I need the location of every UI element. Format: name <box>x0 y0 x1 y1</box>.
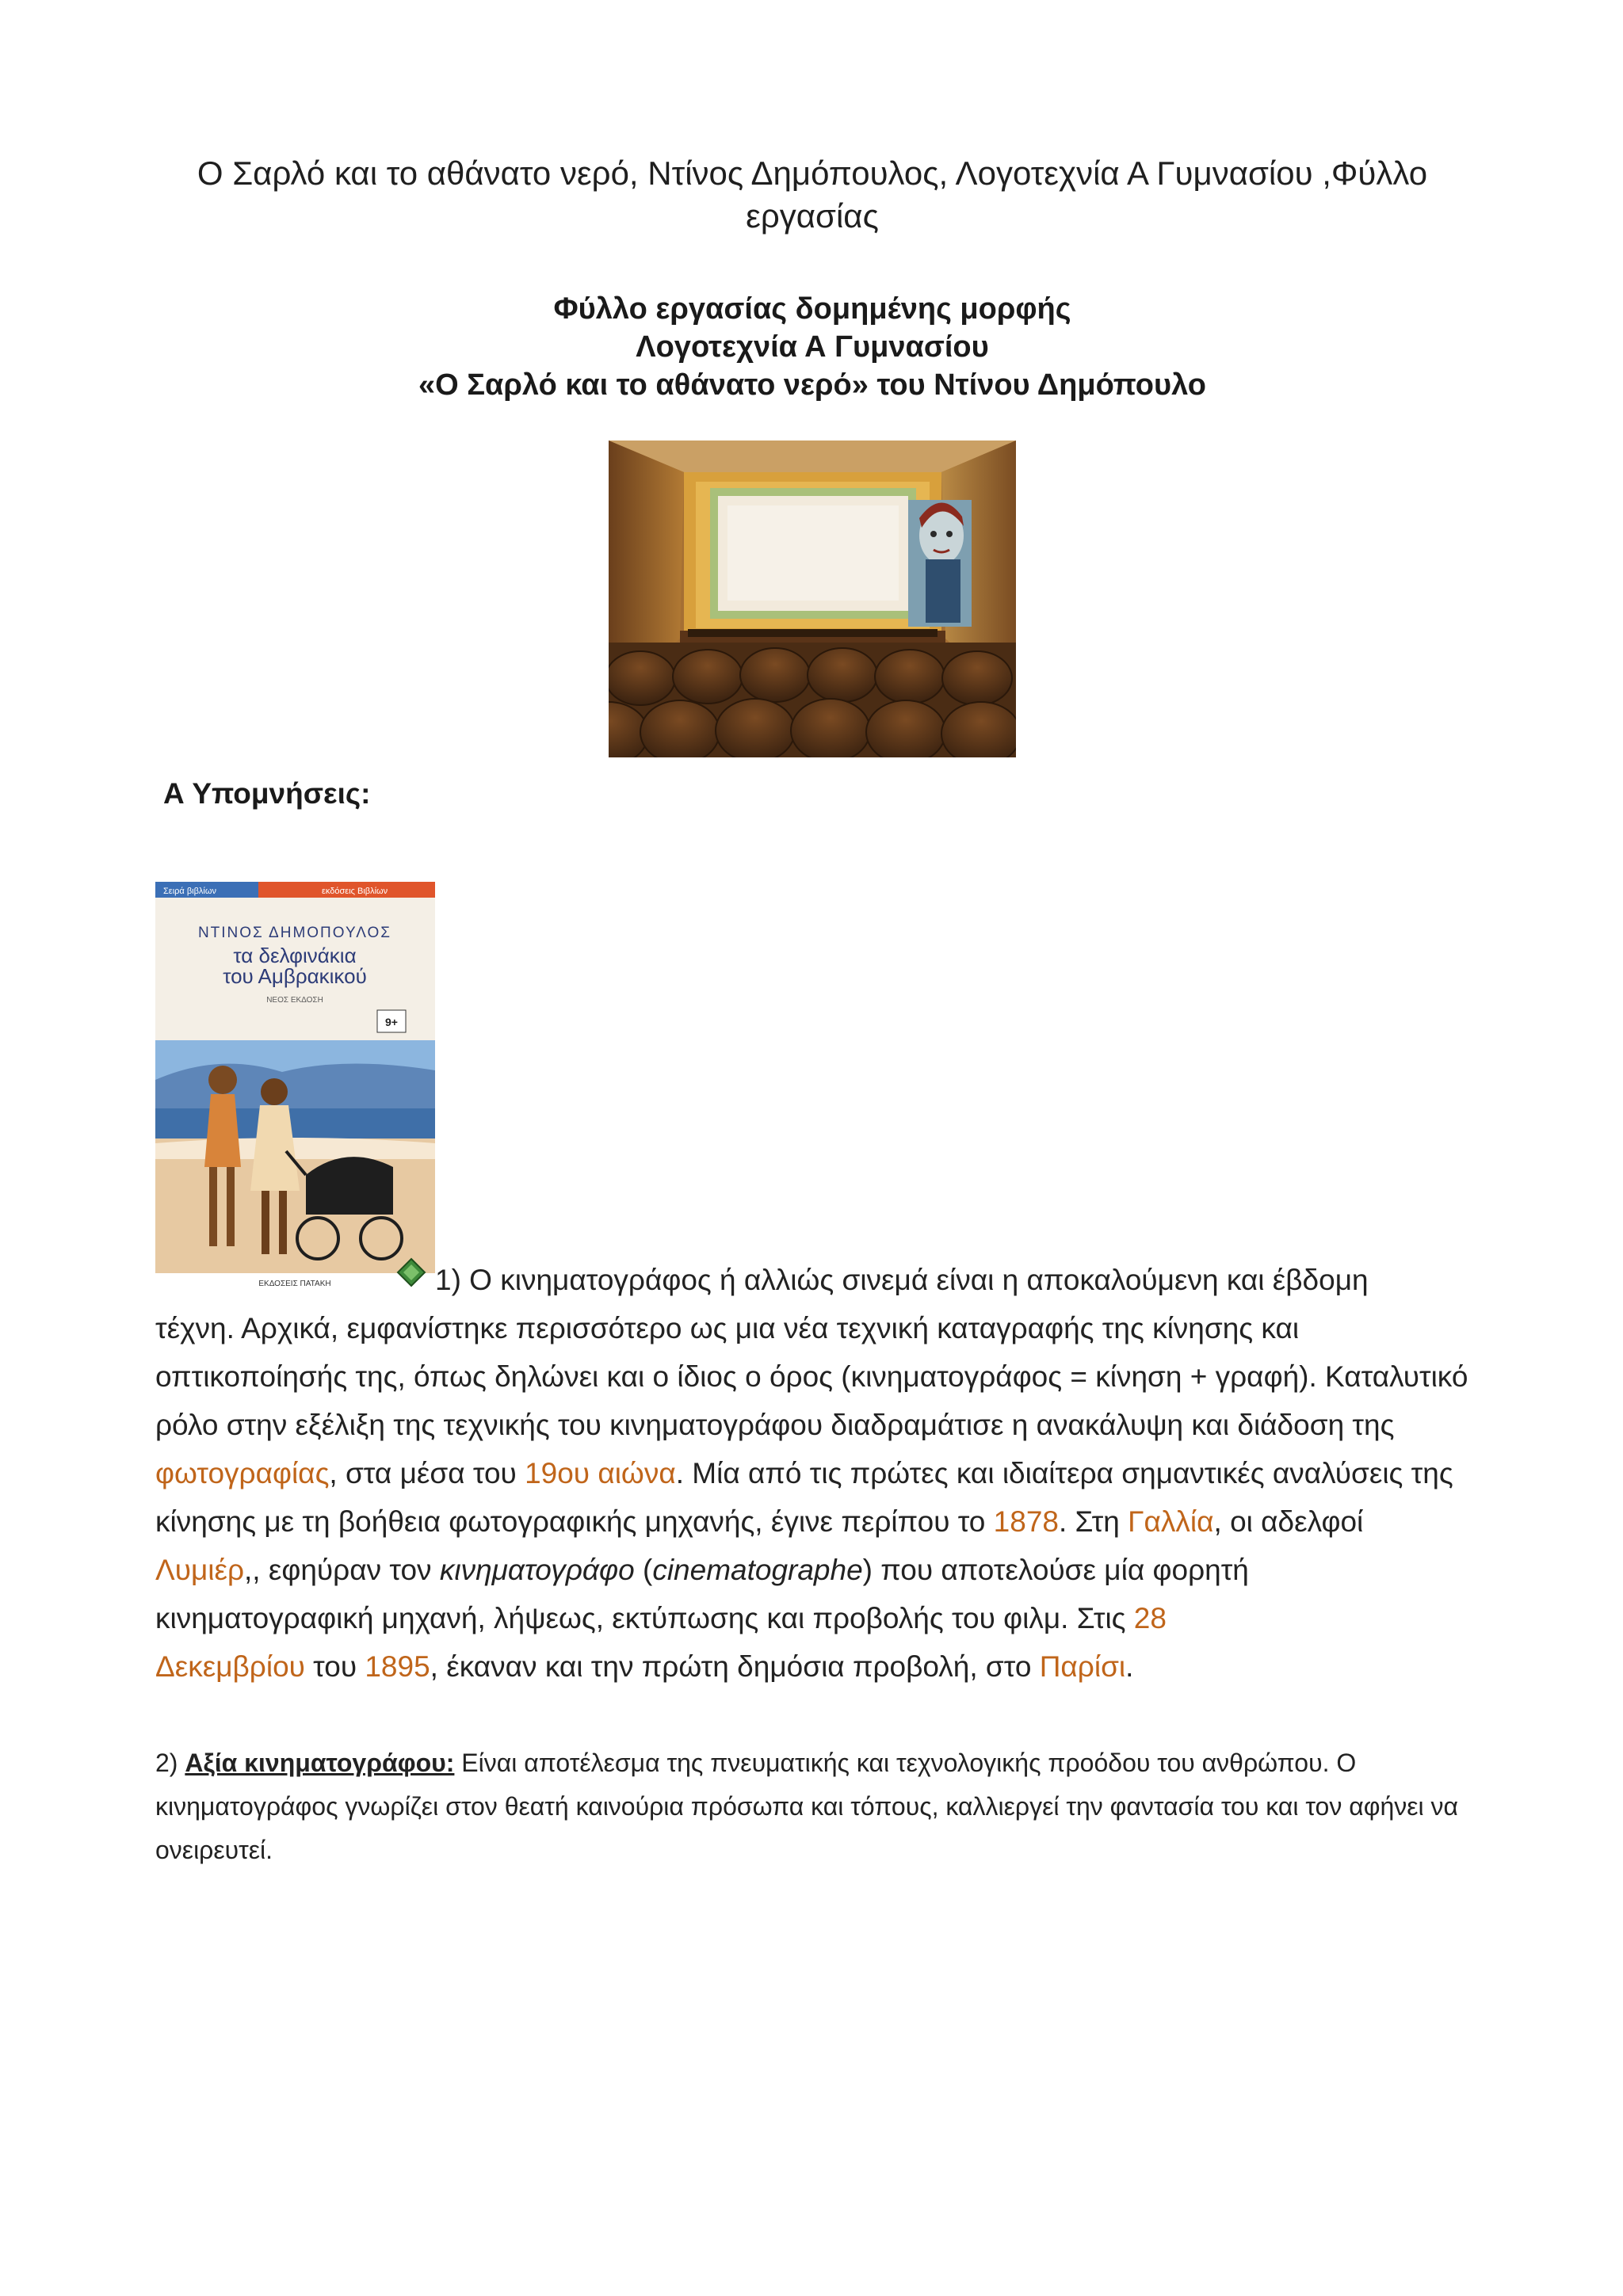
link-1878[interactable]: 1878 <box>993 1505 1059 1538</box>
section-heading-reminders: Α Υπομνήσεις: <box>163 777 371 810</box>
worksheet-heading-line-1: Φύλλο εργασίας δομημένης μορφής <box>553 292 1071 326</box>
paragraph-1-text-6: ,, εφηύραν τον <box>244 1554 440 1586</box>
worksheet-heading-line-2: Λογοτεχνία Α Γυμνασίου <box>636 330 989 364</box>
book-author: ΝΤΙΝΟΣ ΔΗΜΟΠΟΥΛΟΣ <box>197 925 392 941</box>
paragraph-cinema-history <box>155 1256 1471 1691</box>
paragraph-1-text-8: ) που αποτελούσε μία φορητή κινηματογραφική μηχανή, λήψεως, εκτύπωσης και προβολής του φιλμ. Στις <box>155 1554 1249 1634</box>
worksheet-heading-line-3: «Ο Σαρλό και το αθάνατο νερό» του Ντίνου Δημόπουλο <box>418 368 1206 402</box>
book-title-line-1: τα δελφινάκια <box>233 944 357 967</box>
book-age-badge: 9+ <box>385 1016 398 1028</box>
paragraph-1-text-11: . <box>1125 1650 1134 1683</box>
book-edition: ΝΕΟΣ ΕΚΔΟΣΗ <box>266 996 323 1005</box>
paragraph-1-italic-2: cinematographe <box>652 1554 863 1586</box>
cinema-painting-image <box>609 441 1016 757</box>
paragraph-1-text-9: του <box>304 1650 365 1683</box>
paragraph-1-text-3: . Μία από τις πρώτες και ιδιαίτερα σημαντικές αναλύσεις της κίνησης με τη βοήθεια φωτογραφικής μηχανής, έγινε περίπου το <box>155 1457 1453 1538</box>
link-19th-century[interactable]: 19ου αιώνα <box>525 1457 676 1489</box>
paragraph-2-heading: Αξία κινηματογράφου: <box>185 1749 455 1777</box>
document-title: Ο Σαρλό και το αθάνατο νερό, Ντίνος Δημόπουλος, Λογοτεχνία Α Γυμνασίου ,Φύλλο εργασίας <box>197 154 1428 235</box>
book-title-line-2: του Αμβρακικού <box>223 964 367 988</box>
paragraph-1-italic-1: κινηματογράφο <box>439 1554 635 1586</box>
link-1895[interactable]: 1895 <box>365 1650 430 1683</box>
book-series-label: Σειρά βιβλίων <box>163 887 216 896</box>
link-december[interactable]: Δεκεμβρίου <box>155 1650 305 1683</box>
paragraph-cinema-value <box>155 1741 1471 1872</box>
book-publisher: ΕΚΔΟΣΕΙΣ ΠΑΤΑΚΗ <box>258 1280 331 1288</box>
paragraph-2-text: Είναι αποτέλεσμα της πνευματικής και τεχνολογικής προόδου του ανθρώπου. Ο κινηματογράφος γνωρίζει στον θεατή καινούρια πρόσωπα και τόπους, καλλιεργεί την φαντασία του και τον αφήνει να ονειρευτεί. <box>155 1749 1459 1864</box>
paragraph-1-text-4: . Στη <box>1058 1505 1128 1538</box>
worksheet-heading <box>151 290 1474 404</box>
paragraph-1-first-line: 1) Ο κινηματογράφος ή αλλιώς σινεμά είναι η αποκαλούμενη και έβδομη <box>435 1264 1369 1296</box>
paragraph-1-text-5: , οι αδελφοί <box>1213 1505 1364 1538</box>
book-cover-image <box>155 882 435 1291</box>
paragraph-1-text-10: , έκαναν και την πρώτη δημόσια προβολή, στο <box>430 1650 1040 1683</box>
link-lumiere[interactable]: Λυμιέρ <box>155 1554 245 1586</box>
link-paris[interactable]: Παρίσι <box>1039 1650 1126 1683</box>
paragraph-2-number: 2) <box>155 1749 185 1777</box>
book-publisher-series: εκδόσεις Βιβλίων <box>322 887 388 896</box>
paragraph-1-text-7: ( <box>634 1554 653 1586</box>
link-france[interactable]: Γαλλία <box>1128 1505 1214 1538</box>
link-28[interactable]: 28 <box>1133 1602 1167 1634</box>
paragraph-1-text-1: τέχνη. Αρχικά, εμφανίστηκε περισσότερο ως μια νέα τεχνική καταγραφής της κίνησης και οπτικοποίησής της, όπως δηλώνει και ο ίδιος ο όρος (κινηματογράφος = κίνηση + γραφή). Καταλυτικό ρόλο στην εξέλιξη της τεχνικής του κινηματογράφου διαδραμάτισε η ανακάλυψη και διάδοση της <box>155 1312 1468 1441</box>
paragraph-1-text-2: , στα μέσα του <box>329 1457 525 1489</box>
link-photography[interactable]: φωτογραφίας <box>155 1457 330 1489</box>
